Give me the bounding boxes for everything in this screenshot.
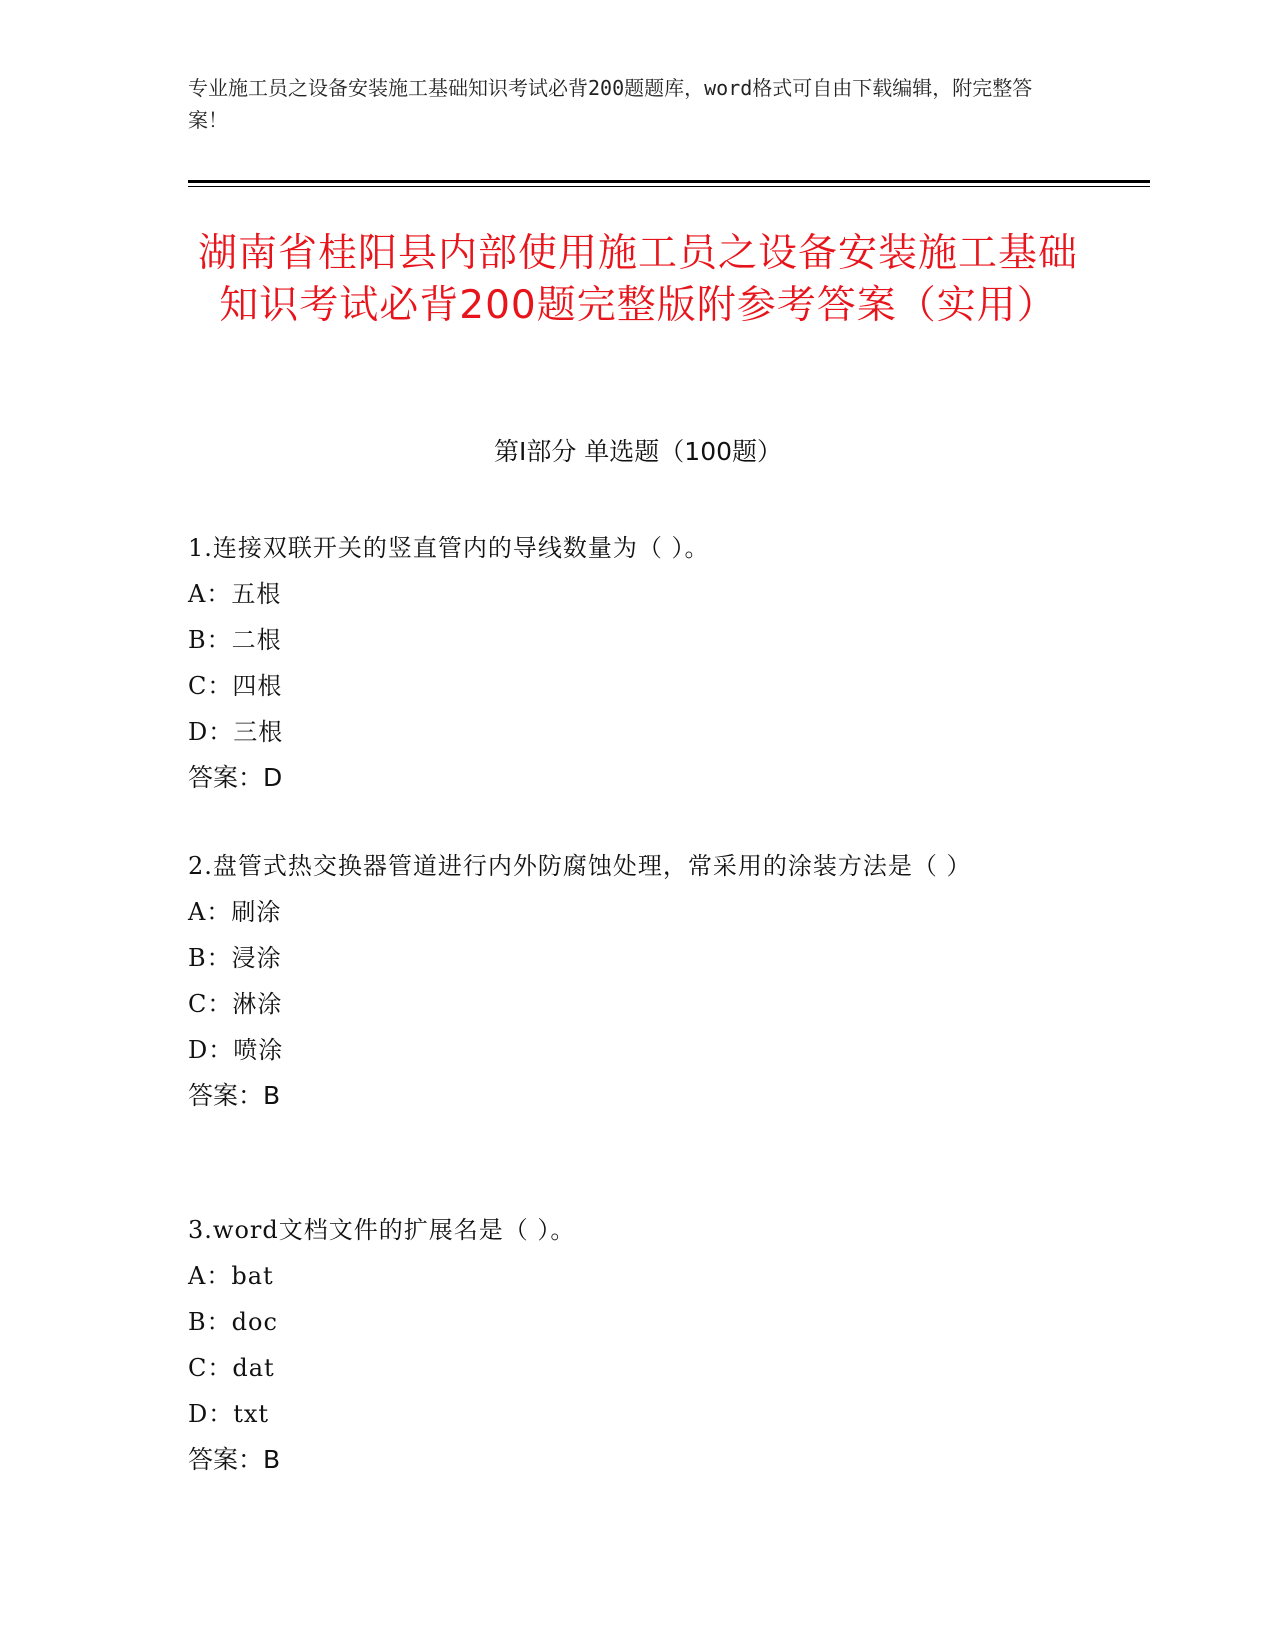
question-2 [188, 843, 1088, 1119]
header-note: 专业施工员之设备安装施工基础知识考试必背200题题库，word格式可自由下载编辑，附完整答案！ [188, 76, 1033, 132]
option-a: A：刷涂 [188, 898, 282, 926]
option-b: B：浸涂 [188, 944, 282, 972]
question-3 [188, 1207, 1088, 1483]
question-text: 2.盘管式热交换器管道进行内外防腐蚀处理，常采用的涂装方法是（ ） [188, 852, 972, 880]
option-a: A：五根 [188, 580, 282, 608]
option-d: D：喷涂 [188, 1036, 284, 1064]
answer: 答案：B [188, 1445, 281, 1474]
option-d: D：txt [188, 1400, 270, 1428]
question-1 [188, 525, 1088, 801]
header-rule-thin [188, 186, 1150, 187]
option-a: A：bat [188, 1262, 274, 1290]
option-c: C：四根 [188, 672, 283, 700]
option-b: B：doc [188, 1308, 278, 1336]
option-c: C：dat [188, 1354, 275, 1382]
question-text: 3.word文档文件的扩展名是（ ）。 [188, 1216, 576, 1244]
answer: 答案：B [188, 1081, 281, 1110]
header-rule-thick [188, 180, 1150, 183]
option-d: D：三根 [188, 718, 284, 746]
question-text: 1.连接双联开关的竖直管内的导线数量为（ ）。 [188, 534, 710, 562]
answer: 答案：D [188, 763, 283, 792]
option-c: C：淋涂 [188, 990, 283, 1018]
option-b: B：二根 [188, 626, 282, 654]
section-title: 第I部分 单选题（100题） [493, 437, 783, 466]
document-title: 湖南省桂阳县内部使用施工员之设备安装施工基础知识考试必背200题完整版附参考答案（实用） [197, 231, 1078, 328]
